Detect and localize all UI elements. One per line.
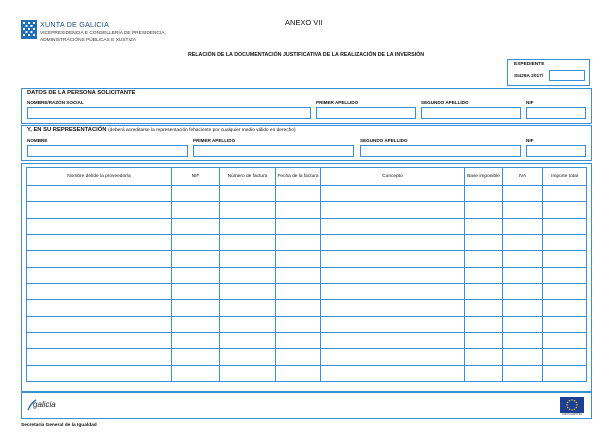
table-cell[interactable] bbox=[321, 235, 465, 251]
table-cell[interactable] bbox=[220, 267, 276, 283]
table-row bbox=[27, 300, 587, 316]
applicant-heading: DATOS DE LA PERSONA SOLICITANTE bbox=[27, 90, 136, 96]
table-cell[interactable] bbox=[321, 316, 465, 332]
invoice-table-header bbox=[27, 168, 587, 186]
table-cell[interactable] bbox=[543, 251, 587, 267]
table-cell[interactable] bbox=[503, 235, 543, 251]
representative-nif-label: NIF bbox=[526, 138, 534, 143]
document-title: RELACIÓN DE LA DOCUMENTACIÓN JUSTIFICATIVA DE LA REALIZACIÓN DE LA INVERSIÓN bbox=[187, 52, 425, 58]
table-cell[interactable] bbox=[276, 316, 321, 332]
table-cell[interactable] bbox=[27, 235, 172, 251]
table-row bbox=[27, 235, 587, 251]
logo-text: XUNTA DE GALICIA bbox=[40, 20, 109, 29]
table-cell[interactable] bbox=[27, 365, 172, 381]
table-cell[interactable] bbox=[503, 333, 543, 349]
footer-band bbox=[21, 392, 592, 419]
table-cell[interactable] bbox=[543, 202, 587, 218]
table-cell[interactable] bbox=[543, 235, 587, 251]
table-cell[interactable] bbox=[220, 284, 276, 300]
column-header-concept: Concepto bbox=[321, 168, 465, 186]
table-row bbox=[27, 186, 587, 202]
table-cell[interactable] bbox=[321, 365, 465, 381]
table-cell[interactable] bbox=[276, 333, 321, 349]
table-cell[interactable] bbox=[503, 186, 543, 202]
table-row bbox=[27, 333, 587, 349]
table-cell[interactable] bbox=[543, 365, 587, 381]
table-cell[interactable] bbox=[27, 186, 172, 202]
department-line-1: VICEPRESIDENCIA E CONSELLERÍA DE PRESIDENCIA, bbox=[40, 31, 166, 36]
table-cell[interactable] bbox=[321, 267, 465, 283]
table-cell[interactable] bbox=[172, 349, 220, 365]
representative-second-surname-label: SEGUNDO APELLIDO bbox=[360, 138, 408, 143]
table-cell[interactable] bbox=[276, 218, 321, 234]
xunta-logo bbox=[21, 20, 37, 39]
table-cell[interactable] bbox=[543, 218, 587, 234]
table-cell[interactable] bbox=[465, 186, 503, 202]
eu-flag bbox=[560, 397, 584, 413]
table-cell[interactable] bbox=[465, 267, 503, 283]
representative-heading-line bbox=[27, 128, 296, 134]
table-cell[interactable] bbox=[172, 300, 220, 316]
table-cell[interactable] bbox=[172, 235, 220, 251]
representative-note: (deberá acreditarse la representación fehaciente por cualquier medio válido en derecho) bbox=[108, 128, 296, 133]
table-cell[interactable] bbox=[220, 333, 276, 349]
column-header-taxable-base: Base imponible bbox=[465, 168, 503, 186]
table-cell[interactable] bbox=[503, 300, 543, 316]
table-cell[interactable] bbox=[220, 218, 276, 234]
expediente-prefix: SI429A 2017/ bbox=[514, 74, 544, 79]
table-cell[interactable] bbox=[503, 218, 543, 234]
table-cell[interactable] bbox=[27, 316, 172, 332]
table-cell[interactable] bbox=[503, 251, 543, 267]
applicant-second-surname-field[interactable] bbox=[421, 107, 521, 119]
table-cell[interactable] bbox=[276, 365, 321, 381]
column-header-total: Importe total bbox=[543, 168, 587, 186]
table-cell[interactable] bbox=[27, 300, 172, 316]
table-cell[interactable] bbox=[172, 218, 220, 234]
table-cell[interactable] bbox=[27, 267, 172, 283]
table-cell[interactable] bbox=[465, 202, 503, 218]
table-cell[interactable] bbox=[172, 251, 220, 267]
invoice-table bbox=[26, 167, 587, 382]
column-header-invoice-number: Número de factura bbox=[220, 168, 276, 186]
table-cell[interactable] bbox=[321, 218, 465, 234]
table-row bbox=[27, 202, 587, 218]
xunta-emblem-icon bbox=[21, 20, 37, 39]
table-cell[interactable] bbox=[503, 284, 543, 300]
table-cell[interactable] bbox=[276, 349, 321, 365]
representative-first-surname-label: PRIMER APELLIDO bbox=[193, 138, 236, 143]
table-cell[interactable] bbox=[465, 316, 503, 332]
table-cell[interactable] bbox=[543, 267, 587, 283]
invoice-table-body bbox=[27, 186, 587, 382]
table-cell[interactable] bbox=[465, 300, 503, 316]
representative-name-field[interactable] bbox=[27, 145, 188, 157]
table-cell[interactable] bbox=[172, 284, 220, 300]
table-cell[interactable] bbox=[172, 186, 220, 202]
table-cell[interactable] bbox=[276, 300, 321, 316]
table-cell[interactable] bbox=[276, 284, 321, 300]
galicia-logo bbox=[27, 398, 67, 412]
table-cell[interactable] bbox=[276, 251, 321, 267]
column-header-nif: NIF bbox=[172, 168, 220, 186]
invoice-table-wrapper bbox=[26, 167, 587, 382]
table-cell[interactable] bbox=[321, 202, 465, 218]
representative-name-label: NOMBRE bbox=[27, 138, 48, 143]
table-cell[interactable] bbox=[503, 365, 543, 381]
table-cell[interactable] bbox=[465, 333, 503, 349]
table-cell[interactable] bbox=[220, 186, 276, 202]
table-cell[interactable] bbox=[543, 316, 587, 332]
table-row bbox=[27, 365, 587, 381]
table-cell[interactable] bbox=[27, 202, 172, 218]
table-row bbox=[27, 218, 587, 234]
applicant-first-surname-label: PRIMER APELLIDO bbox=[316, 100, 359, 105]
table-cell[interactable] bbox=[172, 267, 220, 283]
applicant-first-surname-field[interactable] bbox=[316, 107, 416, 119]
table-cell[interactable] bbox=[543, 333, 587, 349]
column-header-vat: IVA bbox=[503, 168, 543, 186]
representative-first-surname-field[interactable] bbox=[193, 145, 354, 157]
table-cell[interactable] bbox=[465, 251, 503, 267]
table-cell[interactable] bbox=[220, 251, 276, 267]
representative-nif-field[interactable] bbox=[526, 145, 586, 157]
table-cell[interactable] bbox=[465, 218, 503, 234]
table-cell[interactable] bbox=[276, 186, 321, 202]
table-row bbox=[27, 316, 587, 332]
table-cell[interactable] bbox=[27, 333, 172, 349]
eu-flag-icon bbox=[560, 397, 584, 413]
table-cell[interactable] bbox=[276, 202, 321, 218]
table-cell[interactable] bbox=[503, 316, 543, 332]
table-cell[interactable] bbox=[465, 235, 503, 251]
table-cell[interactable] bbox=[543, 186, 587, 202]
table-cell[interactable] bbox=[321, 186, 465, 202]
table-cell[interactable] bbox=[172, 202, 220, 218]
footer-signature-line: Secretaría General de la Igualdad bbox=[21, 423, 97, 428]
table-cell[interactable] bbox=[27, 251, 172, 267]
table-cell[interactable] bbox=[543, 300, 587, 316]
table-cell[interactable] bbox=[220, 300, 276, 316]
table-cell[interactable] bbox=[465, 349, 503, 365]
table-cell[interactable] bbox=[465, 284, 503, 300]
table-cell[interactable] bbox=[27, 349, 172, 365]
column-header-invoice-date: Fecha de la factura bbox=[276, 168, 321, 186]
table-row bbox=[27, 267, 587, 283]
applicant-name-field[interactable] bbox=[27, 107, 311, 119]
table-cell[interactable] bbox=[543, 349, 587, 365]
representative-second-surname-field[interactable] bbox=[360, 145, 521, 157]
annex-title: ANEXO VII bbox=[285, 18, 323, 27]
table-cell[interactable] bbox=[172, 333, 220, 349]
table-cell[interactable] bbox=[27, 218, 172, 234]
table-cell[interactable] bbox=[276, 267, 321, 283]
applicant-name-label: NOMBRE/RAZÓN SOCIAL bbox=[27, 100, 84, 105]
table-cell[interactable] bbox=[220, 365, 276, 381]
table-row bbox=[27, 251, 587, 267]
applicant-nif-label: NIF bbox=[526, 100, 534, 105]
table-cell[interactable] bbox=[321, 333, 465, 349]
table-cell[interactable] bbox=[172, 365, 220, 381]
table-cell[interactable] bbox=[276, 235, 321, 251]
table-cell[interactable] bbox=[465, 365, 503, 381]
galicia-logo-text: galicia bbox=[33, 400, 56, 409]
table-cell[interactable] bbox=[543, 284, 587, 300]
table-cell[interactable] bbox=[220, 349, 276, 365]
table-cell[interactable] bbox=[321, 349, 465, 365]
table-row bbox=[27, 349, 587, 365]
applicant-nif-field[interactable] bbox=[526, 107, 586, 119]
table-row bbox=[27, 284, 587, 300]
table-cell[interactable] bbox=[321, 300, 465, 316]
table-cell[interactable] bbox=[220, 235, 276, 251]
table-cell[interactable] bbox=[503, 349, 543, 365]
table-cell[interactable] bbox=[220, 316, 276, 332]
expediente-number-field[interactable] bbox=[549, 70, 585, 81]
table-cell[interactable] bbox=[27, 284, 172, 300]
representative-heading: Y, EN SU REPRESENTACIÓN bbox=[27, 127, 107, 133]
expediente-label: EXPEDIENTE bbox=[514, 62, 545, 67]
table-cell[interactable] bbox=[321, 251, 465, 267]
table-cell[interactable] bbox=[503, 267, 543, 283]
table-cell[interactable] bbox=[321, 284, 465, 300]
eu-caption: UNIÓN EUROPEA bbox=[561, 413, 583, 416]
column-header-provider: Nombre del/de la proveedor/a bbox=[27, 168, 172, 186]
department-line-2: ADMINISTRACIÓNS PÚBLICAS E XUSTIZA bbox=[40, 37, 136, 43]
applicant-second-surname-label: SEGUNDO APELLIDO bbox=[421, 100, 469, 105]
table-cell[interactable] bbox=[172, 316, 220, 332]
table-cell[interactable] bbox=[503, 202, 543, 218]
table-cell[interactable] bbox=[220, 202, 276, 218]
